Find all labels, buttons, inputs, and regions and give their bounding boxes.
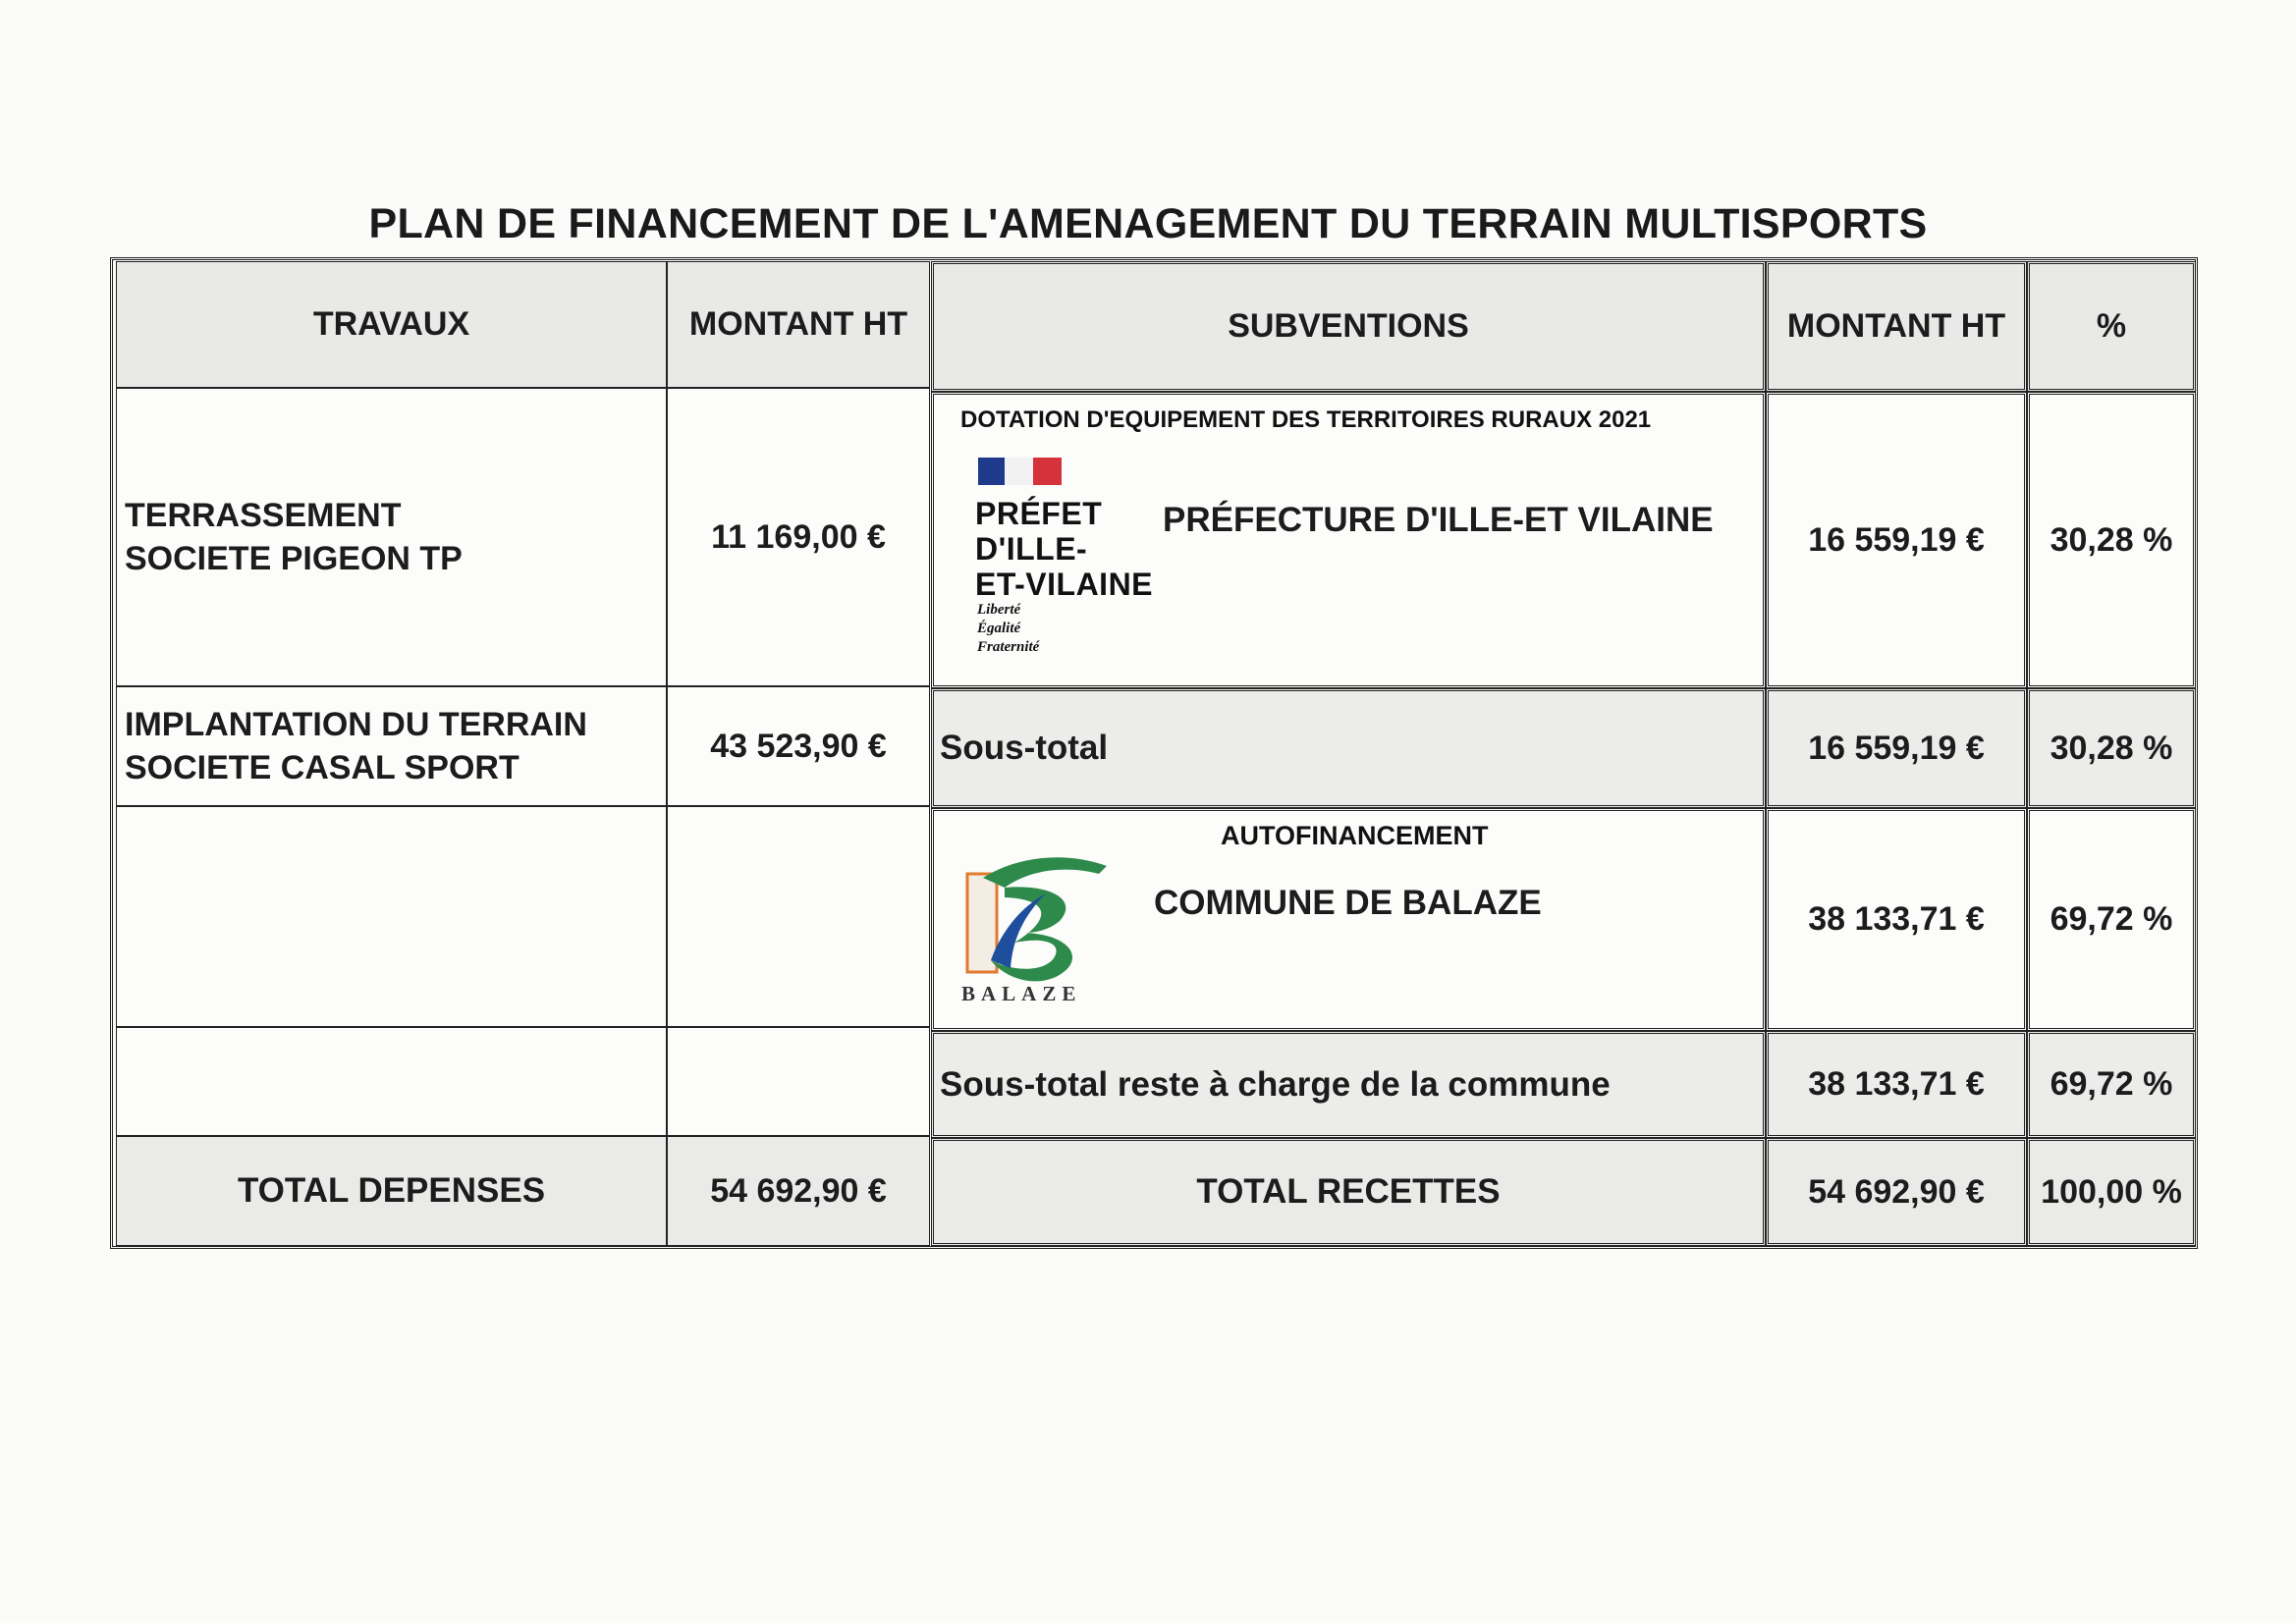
subtotal-commune-label: Sous-total reste à charge de la commune xyxy=(940,1064,1611,1104)
total-recettes-montant xyxy=(1766,1138,2027,1246)
header-travaux xyxy=(116,261,667,388)
header-montant-travaux-label: MONTANT HT xyxy=(688,305,908,343)
travaux-terrassement-montant-value: 11 169,00 € xyxy=(711,517,886,556)
header-percent xyxy=(2027,261,2196,392)
header-subventions xyxy=(931,261,1766,392)
marianne-flag-icon xyxy=(978,458,1062,485)
subtotal-detr-montant-value: 16 559,19 € xyxy=(1808,729,1985,767)
balaze-logo-icon xyxy=(961,844,1119,992)
travaux-implantation-line2: SOCIETE CASAL SPORT xyxy=(125,749,519,786)
page-title: PLAN DE FINANCEMENT DE L'AMENAGEMENT DU TERRAIN MULTISPORTS xyxy=(368,200,1928,247)
header-montant-subventions-label: MONTANT HT xyxy=(1786,307,2006,345)
travaux-terrassement-montant xyxy=(667,388,930,686)
prefet-motto-egalite: Égalité xyxy=(977,621,1021,636)
autofinancement-percent-value: 69,72 % xyxy=(2050,900,2173,938)
travaux-terrassement-line2: SOCIETE PIGEON TP xyxy=(125,540,463,577)
autofinancement-caption: AUTOFINANCEMENT xyxy=(1221,821,1489,850)
subtotal-detr-montant xyxy=(1766,688,2027,808)
subtotal-detr-label: Sous-total xyxy=(940,729,1109,767)
total-depenses-label: TOTAL DEPENSES xyxy=(237,1171,546,1210)
header-montant-subventions xyxy=(1766,261,2027,392)
detr-montant-value: 16 559,19 € xyxy=(1808,520,1985,559)
prefet-logo-motto xyxy=(977,601,1039,657)
total-depenses-montant-value: 54 692,90 € xyxy=(710,1171,887,1210)
prefet-motto-liberte: Liberté xyxy=(977,602,1021,618)
total-recettes-percent-value: 100,00 % xyxy=(2041,1172,2182,1211)
subtotal-detr-percent xyxy=(2027,688,2196,808)
prefet-logo-line2: D'ILLE- xyxy=(975,531,1088,567)
prefet-motto-fraternite: Fraternité xyxy=(977,639,1040,655)
travaux-implantation-montant xyxy=(667,686,930,806)
travaux-row-terrassement xyxy=(116,388,667,686)
header-montant-travaux xyxy=(667,261,930,388)
travaux-row-implantation xyxy=(116,686,667,806)
travaux-implantation-montant-value: 43 523,90 € xyxy=(710,727,887,765)
header-subventions-label: SUBVENTIONS xyxy=(1228,307,1469,345)
subtotal-commune-percent xyxy=(2027,1031,2196,1138)
detr-label: PRÉFECTURE D'ILLE-ET VILAINE xyxy=(1163,501,1714,539)
total-recettes-montant-value: 54 692,90 € xyxy=(1808,1172,1985,1211)
subtotal-detr-percent-value: 30,28 % xyxy=(2050,729,2173,767)
autofinancement-label: COMMUNE DE BALAZE xyxy=(1154,884,1542,922)
subvention-detr xyxy=(931,392,1766,688)
subtotal-commune-percent-value: 69,72 % xyxy=(2050,1065,2173,1103)
prefet-logo-line3: ET-VILAINE xyxy=(975,567,1154,602)
header-travaux-label: TRAVAUX xyxy=(312,305,470,343)
autofinancement-montant xyxy=(1766,808,2027,1031)
travaux-empty-cell-1 xyxy=(116,806,667,1027)
detr-montant xyxy=(1766,392,2027,688)
detr-percent-value: 30,28 % xyxy=(2050,520,2173,559)
travaux-terrassement-line1: TERRASSEMENT xyxy=(125,497,402,534)
prefet-logo-line1: PRÉFET xyxy=(975,496,1103,531)
subtotal-commune xyxy=(931,1031,1766,1138)
prefet-logo-name xyxy=(975,496,1153,602)
detr-percent xyxy=(2027,392,2196,688)
total-recettes-percent xyxy=(2027,1138,2196,1246)
header-percent-label: % xyxy=(2096,307,2127,345)
detr-caption: DOTATION D'EQUIPEMENT DES TERRITOIRES RURAUX 2021 xyxy=(960,406,1652,433)
autofinancement-percent xyxy=(2027,808,2196,1031)
subtotal-commune-montant xyxy=(1766,1031,2027,1138)
total-depenses-montant xyxy=(667,1136,930,1246)
balaze-logo-word: BALAZE xyxy=(961,982,1082,1005)
autofinancement-montant-value: 38 133,71 € xyxy=(1808,900,1985,938)
travaux-implantation-line1: IMPLANTATION DU TERRAIN xyxy=(125,706,587,743)
subvention-autofinancement xyxy=(931,808,1766,1031)
montant-empty-cell-2 xyxy=(667,1027,930,1136)
subtotal-detr xyxy=(931,688,1766,808)
total-recettes xyxy=(931,1138,1766,1246)
total-depenses xyxy=(116,1136,667,1246)
travaux-empty-cell-2 xyxy=(116,1027,667,1136)
montant-empty-cell-1 xyxy=(667,806,930,1027)
total-recettes-label: TOTAL RECETTES xyxy=(1196,1172,1501,1211)
subtotal-commune-montant-value: 38 133,71 € xyxy=(1808,1065,1985,1103)
